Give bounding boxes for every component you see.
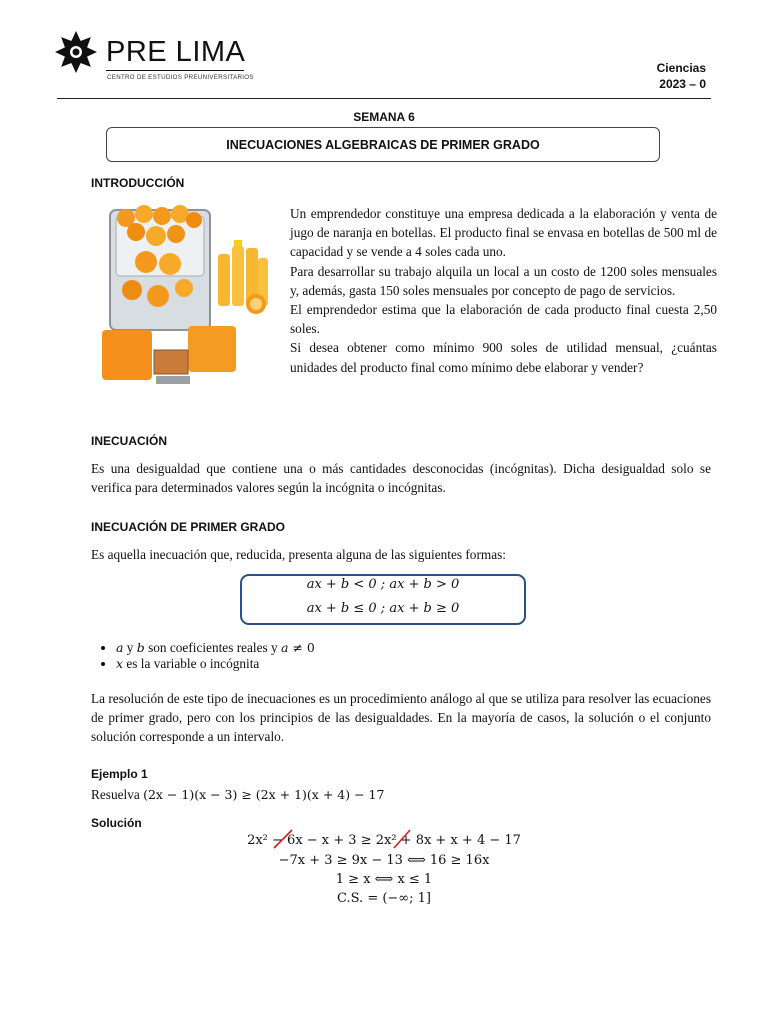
header-meta (657, 60, 706, 92)
form-line: ax + b < 0 ; ax + b > 0 (306, 577, 460, 592)
header-rule (57, 98, 711, 99)
intro-paragraph: El emprendedor estima que la elaboración de cada producto final cuesta 2,50 soles. (290, 302, 717, 337)
intro-paragraph: Para desarrollar su trabajo alquila un local a un costo de 1200 soles mensuales y, además, gasta 150 soles mensuales por concepto de pago de servicios. (290, 263, 717, 298)
example-heading: Ejemplo 1 (91, 767, 148, 781)
brand-name: PRE LIMA (106, 36, 246, 68)
solution-result: C.S. = (−∞; 1] (337, 891, 431, 906)
example-prompt: Resuelva (2x − 1)(x − 3) ≥ (2x + 1)(x + 4) − 17 (91, 787, 385, 802)
inecuacion-heading: INECUACIÓN (91, 434, 168, 448)
subject: Ciencias (656, 61, 706, 75)
brand-tagline: CENTRO DE ESTUDIOS PREUNIVERSITARIOS (107, 74, 254, 81)
tagline-divider (106, 70, 244, 71)
solution-step: −7x + 3 ≥ 9x − 13 ⟺ 16 ≥ 16x (278, 853, 490, 868)
list-item: • a y b son coeficientes reales y a ≠ 0 (116, 640, 315, 656)
pre-lima-logo-icon (54, 30, 98, 74)
solution-step: 1 ≥ x ⟺ x ≤ 1 (335, 872, 433, 887)
form-line: ax + b ≤ 0 ; ax + b ≥ 0 (306, 601, 460, 616)
conditions-list (92, 640, 315, 672)
intro-paragraph: Un emprendedor constituye una empresa dedicada a la elaboración y venta de jugo de naranja en botellas. El producto final se envasa en botellas de 500 ml de capacidad y se vende a 4 soles cada uno. (290, 206, 717, 260)
list-item: • x es la variable o incógnita (116, 656, 315, 672)
inecuacion-definition: Es una desigualdad que contiene una o más cantidades desconocidas (incógnitas). Dicha desigualdad solo se verifica para determinados valores según la incógnita o incógnitas. (91, 461, 711, 495)
intro-heading: INTRODUCCIÓN (91, 176, 185, 190)
resolution-text: La resolución de este tipo de inecuaciones es un procedimiento análogo al que se utiliza para resolver las ecuaciones de primer grado, pero con los principios de las desigualdades. En la mayoría de casos, la solución o el conjunto solución corresponde a un intervalo. (91, 691, 711, 744)
cancel-strike-marks (270, 828, 420, 850)
intro-text (290, 204, 717, 377)
primer-grado-heading: INECUACIÓN DE PRIMER GRADO (91, 520, 286, 534)
primer-grado-text: Es aquella inecuación que, reducida, presenta alguna de las siguientes formas: (91, 547, 507, 562)
page-title: INECUACIONES ALGEBRAICAS DE PRIMER GRADO (106, 127, 660, 162)
week-label: SEMANA 6 (353, 110, 415, 124)
period: 2023 – 0 (659, 77, 706, 91)
intro-paragraph: Si desea obtener como mínimo 900 soles de utilidad mensual, ¿cuántas unidades del producto final como mínimo debe elaborar y vender? (290, 340, 717, 375)
solution-heading: Solución (91, 816, 142, 830)
solution-step: 2x² − 6x − x + 3 ≥ 2x² + 8x + x + 4 − 17 (247, 833, 521, 848)
juicer-machine-image (96, 200, 272, 408)
